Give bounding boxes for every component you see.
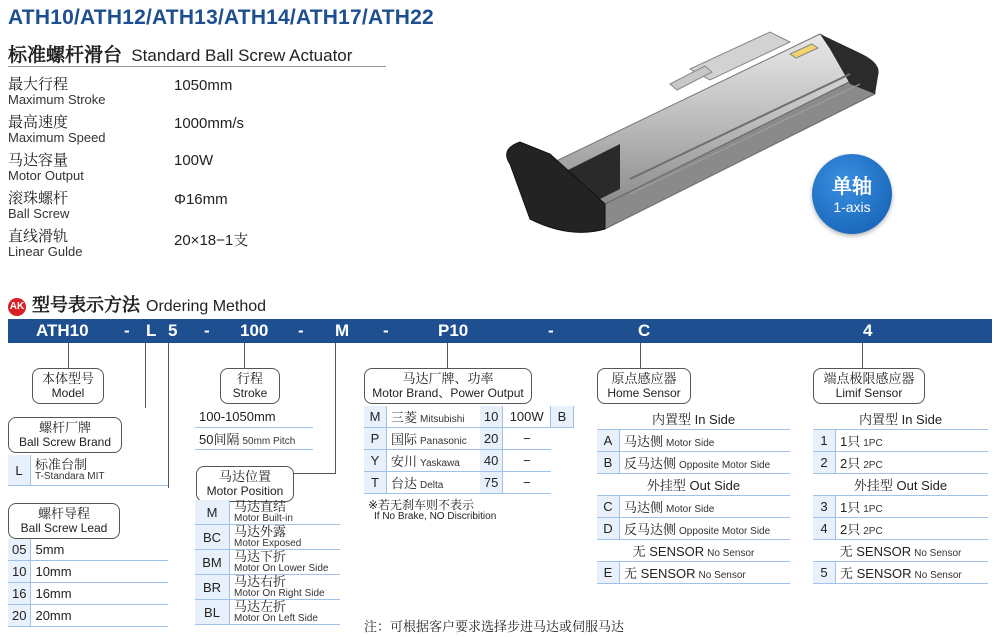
table-row: 无 SENSOR No Sensor <box>597 540 790 562</box>
brand-label: 螺杆厂牌 Ball Screw Brand <box>8 417 122 453</box>
table-row: BM 马达下折 Motor On Lower Side <box>195 550 340 575</box>
table-row: 3 1只 1PC <box>813 496 988 518</box>
table-row: 1 1只 1PC <box>813 430 988 452</box>
home-sensor-label: 原点感应器 Home Sensor <box>597 368 691 404</box>
limit-sensor-table <box>813 408 988 584</box>
spec-value-motor: 100W <box>174 152 214 169</box>
table-row: L 标准台制 T-Standara MIT <box>8 455 168 486</box>
code-lead: 5 <box>168 321 178 340</box>
table-row: BC 马达外露 Motor Exposed <box>195 525 340 550</box>
subtitle-en: Standard Ball Screw Actuator <box>131 46 353 65</box>
table-row: M 三菱 Mitsubishi 10 100W B <box>364 406 574 428</box>
code-model: ATH10 <box>36 321 89 340</box>
table-row: 100-1050mm <box>195 406 313 428</box>
spec-value-stroke: 1050mm <box>174 77 233 94</box>
table-row: 外挂型 Out Side <box>597 474 790 496</box>
spec-value-guide: 20×18−1支 <box>174 232 249 249</box>
table-row: BL 马达左折 Motor On Left Side <box>195 600 340 625</box>
spec-label-stroke: 最大行程 Maximum Stroke <box>8 76 106 107</box>
position-table <box>195 500 340 625</box>
table-row: 外挂型 Out Side <box>813 474 988 496</box>
table-row: 05 5mm <box>8 539 168 561</box>
table-row: 20 20mm <box>8 605 168 627</box>
table-row: 内置型 In Side <box>813 408 988 430</box>
table-row: B 反马达侧 Opposite Motor Side <box>597 452 790 474</box>
model-label: 本体型号 Model <box>32 368 104 404</box>
code-brand: L <box>146 321 157 340</box>
table-row: 5 无 SENSOR No Sensor <box>813 562 988 584</box>
motor-brand-label: 马达厂牌、功率 Motor Brand、Power Output <box>364 368 532 404</box>
code-dash: - <box>124 321 130 340</box>
code-position: M <box>335 321 350 340</box>
table-row: 内置型 In Side <box>597 408 790 430</box>
brand-table <box>8 455 168 486</box>
code-dash: - <box>548 321 554 340</box>
table-row: 2 2只 2PC <box>813 452 988 474</box>
table-row: BR 马达右折 Motor On Right Side <box>195 575 340 600</box>
lead-table <box>8 539 168 627</box>
code-dash: - <box>383 321 389 340</box>
model-code-bar <box>8 319 992 343</box>
footnote: 注：可根据客户要求选择步进马达或伺服马达 <box>364 619 625 634</box>
limit-sensor-label: 端点极限感应器 Limif Sensor <box>813 368 925 404</box>
brake-note-en: If No Brake, NO Discribition <box>374 511 497 522</box>
table-row: 无 SENSOR No Sensor <box>813 540 988 562</box>
table-row: A 马达侧 Motor Side <box>597 430 790 452</box>
position-label: 马达位置 Motor Position <box>196 466 294 502</box>
table-row: 4 2只 2PC <box>813 518 988 540</box>
ordering-heading: AK 型号表示方法 Ordering Method <box>9 295 267 315</box>
code-dash: - <box>204 321 210 340</box>
table-row: D 反马达侧 Opposite Motor Side <box>597 518 790 540</box>
spec-value-screw: Φ16mm <box>174 191 228 208</box>
stroke-label: 行程 Stroke <box>220 368 280 404</box>
table-row: T 台达 Delta 75 − <box>364 472 574 494</box>
spec-label-guide: 直线滑轨 Linear Gulde <box>8 228 83 259</box>
spec-label-speed: 最高速度 Maximum Speed <box>8 114 106 145</box>
table-row: Y 安川 Yaskawa 40 − <box>364 450 574 472</box>
table-row: P 国际 Panasonic 20 − <box>364 428 574 450</box>
subtitle-zh: 标准螺杆滑台 <box>8 45 123 66</box>
home-sensor-table <box>597 408 790 584</box>
table-row: 16 16mm <box>8 583 168 605</box>
page-title: ATH10/ATH12/ATH13/ATH14/ATH17/ATH22 <box>8 6 434 29</box>
brake-note: ※若无刹车则不表示 <box>368 498 475 512</box>
table-row: M 马达直结 Motor Built-in <box>195 500 340 525</box>
code-dash: - <box>298 321 304 340</box>
table-row: 50间隔 50mm Pitch <box>195 428 313 450</box>
table-row: C 马达侧 Motor Side <box>597 496 790 518</box>
table-row: 10 10mm <box>8 561 168 583</box>
axis-badge: 单轴 1-axis <box>812 154 892 234</box>
spec-value-speed: 1000mm/s <box>174 115 245 132</box>
stroke-table <box>195 406 313 450</box>
code-stroke: 100 <box>240 321 269 340</box>
code-limit: 4 <box>863 321 873 340</box>
lead-label: 螺杆导程 Ball Screw Lead <box>8 503 120 539</box>
page-subtitle <box>8 40 352 67</box>
spec-label-screw: 滚珠螺杆 Ball Screw <box>8 190 70 221</box>
code-motor: P10 <box>438 321 469 340</box>
divider <box>8 66 386 67</box>
ak-logo-icon: AK <box>8 298 26 316</box>
motor-brand-table <box>364 406 574 494</box>
spec-label-motor: 马达容量 Motor Output <box>8 152 84 183</box>
table-row: E 无 SENSOR No Sensor <box>597 562 790 584</box>
code-home: C <box>638 321 651 340</box>
